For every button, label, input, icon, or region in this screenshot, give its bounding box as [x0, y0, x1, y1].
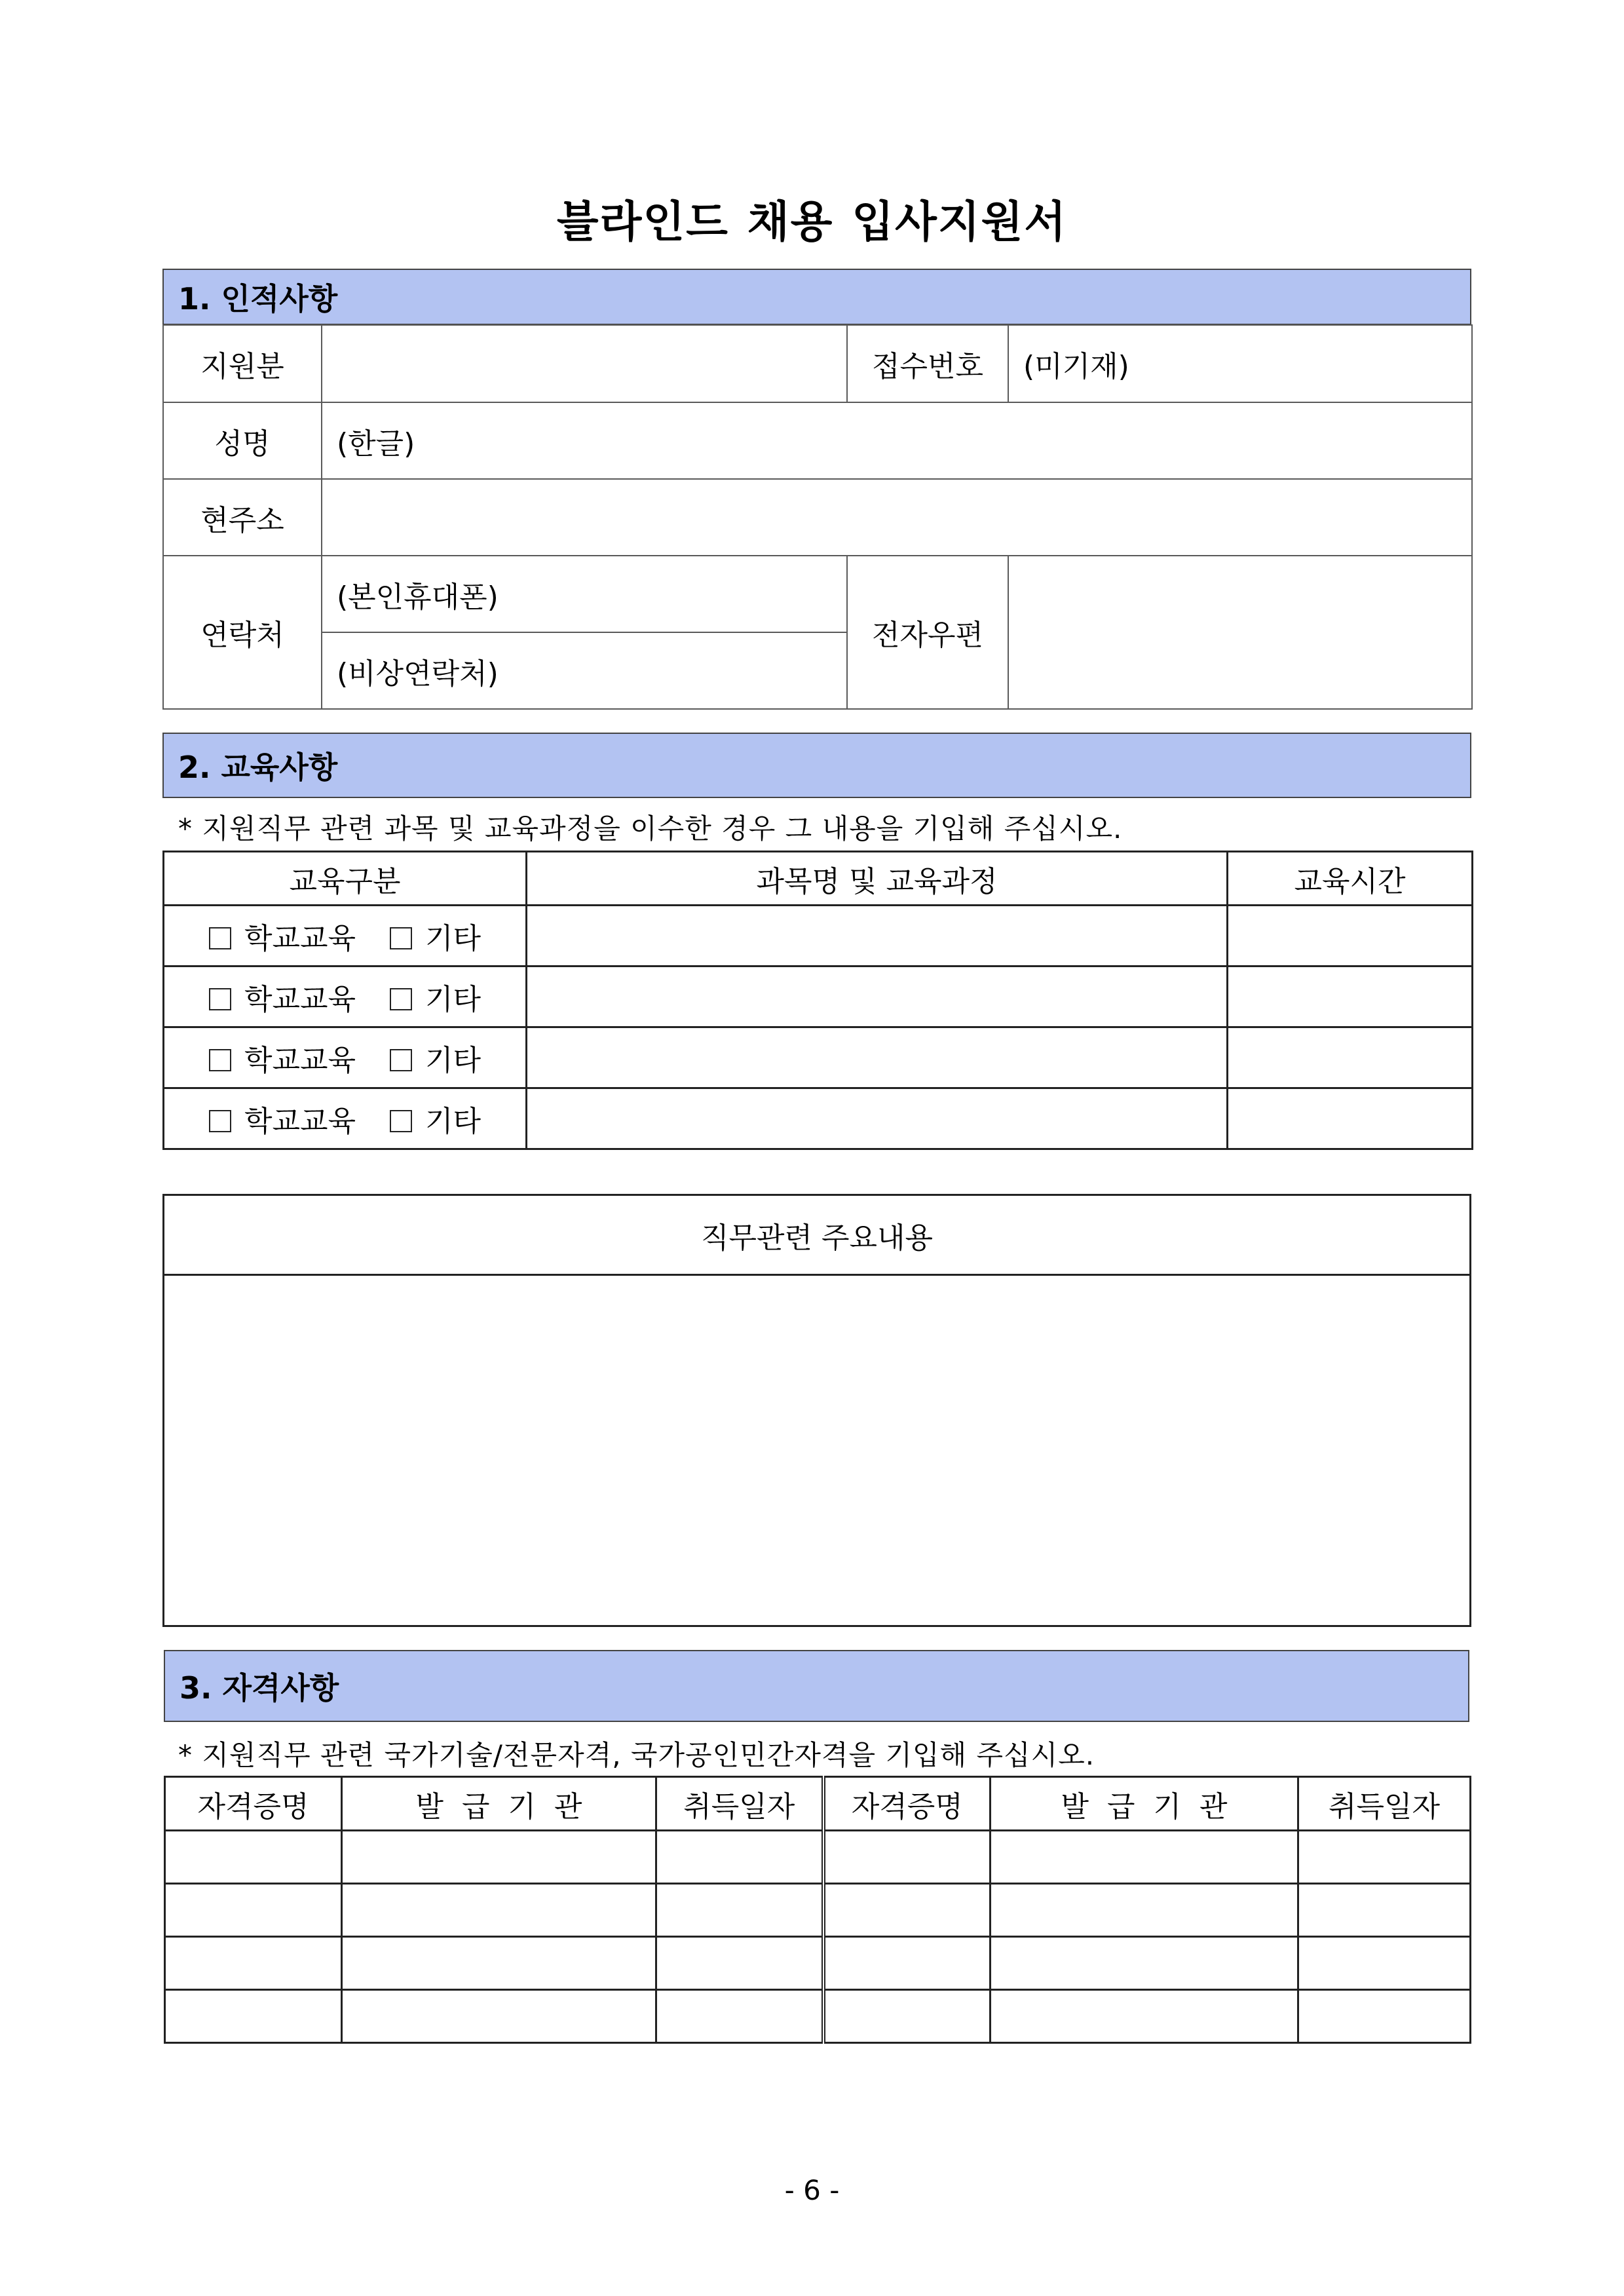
other-checkbox[interactable] [390, 1049, 412, 1071]
date-input[interactable] [656, 1990, 823, 2043]
date-input[interactable] [1298, 1884, 1471, 1937]
date-input[interactable] [656, 1884, 823, 1937]
col-issuer-2: 발 급 기 관 [991, 1777, 1298, 1831]
section3-note: * 지원직무 관련 국가기술/전문자격, 국가공인민간자격을 기입해 주십시오. [178, 1739, 1095, 1771]
date-input[interactable] [656, 1831, 823, 1884]
education-type-cell [164, 966, 527, 1027]
email-input[interactable] [1008, 556, 1472, 709]
section3-heading-text: 3. 자격사항 [179, 1670, 339, 1706]
table-row [165, 1937, 1471, 1990]
name-input[interactable]: (한글) [322, 402, 1472, 479]
other-label: 기타 [425, 983, 482, 1016]
school-checkbox[interactable] [209, 1110, 231, 1132]
education-type-cell [164, 906, 527, 966]
receipt-no-label: 접수번호 [847, 325, 1008, 402]
address-label: 현주소 [163, 479, 322, 556]
date-input[interactable] [1298, 1831, 1471, 1884]
cert-name-input[interactable] [165, 1831, 342, 1884]
col-education-hours: 교육시간 [1228, 852, 1473, 906]
title-word: 블라인드 [556, 197, 729, 247]
school-checkbox[interactable] [209, 988, 231, 1010]
table-row [164, 1088, 1473, 1149]
col-cert-name-2: 자격증명 [823, 1777, 991, 1831]
cert-name-input[interactable] [165, 1884, 342, 1937]
certification-table [164, 1776, 1471, 2044]
cert-name-input[interactable] [823, 1937, 991, 1990]
school-label: 학교교육 [244, 1044, 356, 1077]
school-label: 학교교육 [244, 922, 356, 955]
section1-heading [162, 269, 1471, 325]
personal-info-table [162, 324, 1473, 710]
table-row [165, 1990, 1471, 2043]
page-title [0, 187, 1624, 249]
date-input[interactable] [1298, 1937, 1471, 1990]
school-checkbox[interactable] [209, 927, 231, 949]
email-label: 전자우편 [847, 556, 1008, 709]
education-table [162, 851, 1473, 1150]
receipt-no-value: (미기재) [1008, 325, 1472, 402]
course-input[interactable] [527, 1088, 1228, 1149]
page-number: - 6 - [784, 2174, 840, 2206]
issuer-input[interactable] [342, 1884, 656, 1937]
title-word: 채용 [747, 197, 834, 247]
title-word: 입사지원서 [852, 197, 1068, 247]
hours-input[interactable] [1228, 1088, 1473, 1149]
emergency-contact-input[interactable]: (비상연락처) [322, 632, 847, 709]
issuer-input[interactable] [991, 1990, 1298, 2043]
course-input[interactable] [527, 966, 1228, 1027]
cert-name-input[interactable] [823, 1831, 991, 1884]
other-label: 기타 [425, 1044, 482, 1077]
issuer-input[interactable] [991, 1937, 1298, 1990]
job-content-input[interactable] [164, 1275, 1471, 1626]
course-input[interactable] [527, 1027, 1228, 1088]
issuer-input[interactable] [342, 1990, 656, 2043]
table-row [164, 1027, 1473, 1088]
hours-input[interactable] [1228, 966, 1473, 1027]
applied-field-input[interactable] [322, 325, 847, 402]
hours-input[interactable] [1228, 1027, 1473, 1088]
school-label: 학교교육 [244, 1105, 356, 1138]
col-course-name: 과목명 및 교육과정 [527, 852, 1228, 906]
section2-heading-text: 2. 교육사항 [178, 750, 338, 785]
table-row [165, 1884, 1471, 1937]
address-input[interactable] [322, 479, 1472, 556]
school-label: 학교교육 [244, 983, 356, 1016]
issuer-input[interactable] [991, 1831, 1298, 1884]
date-input[interactable] [656, 1937, 823, 1990]
col-cert-name: 자격증명 [165, 1777, 342, 1831]
contact-label: 연락처 [163, 556, 322, 709]
education-type-cell [164, 1088, 527, 1149]
date-input[interactable] [1298, 1990, 1471, 2043]
applied-field-label: 지원분 [163, 325, 322, 402]
table-row [165, 1831, 1471, 1884]
cert-name-input[interactable] [823, 1884, 991, 1937]
section1-heading-text: 1. 인적사항 [178, 281, 338, 316]
col-acquired-date: 취득일자 [656, 1777, 823, 1831]
other-checkbox[interactable] [390, 988, 412, 1010]
section3-heading [164, 1650, 1469, 1722]
cert-name-input[interactable] [165, 1937, 342, 1990]
job-content-header: 직무관련 주요내용 [164, 1195, 1471, 1275]
other-label: 기타 [425, 922, 482, 955]
issuer-input[interactable] [342, 1937, 656, 1990]
school-checkbox[interactable] [209, 1049, 231, 1071]
section2-note: * 지원직무 관련 과목 및 교육과정을 이수한 경우 그 내용을 기입해 주십시오. [178, 813, 1123, 845]
other-label: 기타 [425, 1105, 482, 1138]
other-checkbox[interactable] [390, 927, 412, 949]
course-input[interactable] [527, 906, 1228, 966]
job-content-table [162, 1194, 1471, 1627]
cert-name-input[interactable] [823, 1990, 991, 2043]
col-acquired-date-2: 취득일자 [1298, 1777, 1471, 1831]
section2-heading [162, 733, 1471, 798]
name-label: 성명 [163, 402, 322, 479]
table-row [164, 966, 1473, 1027]
cert-name-input[interactable] [165, 1990, 342, 2043]
education-type-cell [164, 1027, 527, 1088]
mobile-input[interactable]: (본인휴대폰) [322, 556, 847, 632]
hours-input[interactable] [1228, 906, 1473, 966]
col-education-type: 교육구분 [164, 852, 527, 906]
issuer-input[interactable] [991, 1884, 1298, 1937]
table-row [164, 906, 1473, 966]
other-checkbox[interactable] [390, 1110, 412, 1132]
col-issuer: 발 급 기 관 [342, 1777, 656, 1831]
issuer-input[interactable] [342, 1831, 656, 1884]
